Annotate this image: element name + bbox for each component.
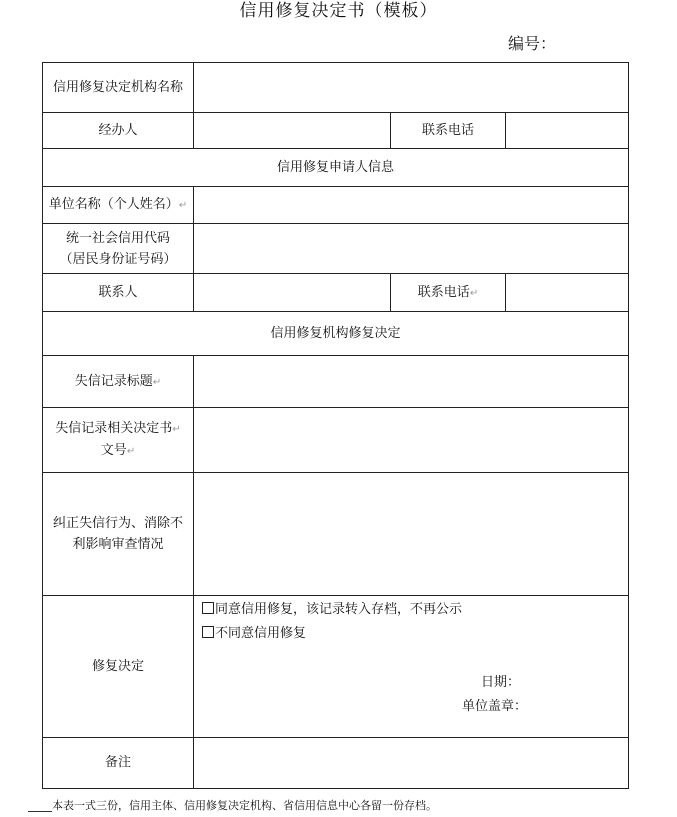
handler-label: 经办人: [43, 113, 194, 149]
record-title-label: 失信记录标题↵: [43, 356, 194, 408]
record-doc-row: [43, 408, 629, 472]
disagree-option[interactable]: 不同意信用修复: [202, 624, 306, 644]
agency-name-row: [43, 63, 629, 113]
agency-name-label: 信用修复决定机构名称: [43, 63, 194, 113]
handler-phone-field[interactable]: [506, 113, 629, 149]
unit-seal-label: 单位盖章：: [462, 698, 528, 714]
contact-phone-label: 联系电话↵: [391, 274, 506, 312]
agree-checkbox[interactable]: [202, 602, 214, 614]
handler-field[interactable]: [194, 113, 391, 149]
decision-section-row: [43, 312, 629, 356]
agency-name-field[interactable]: [194, 63, 629, 113]
paragraph-mark: ↵: [126, 445, 136, 457]
agree-option[interactable]: 同意信用修复，该记录转入存档，不再公示: [202, 600, 462, 620]
credit-code-row: [43, 224, 629, 274]
footnote: 本表一式三份，信用主体、信用修复决定机构、省信用信息中心各留一份存档。: [52, 799, 437, 812]
contact-row: [43, 274, 629, 312]
credit-code-field[interactable]: [194, 224, 629, 274]
paragraph-mark: ↵: [152, 376, 162, 388]
decision-section-header: 信用修复机构修复决定: [43, 312, 629, 356]
serial-number-label: 编号：: [508, 34, 557, 53]
record-doc-field[interactable]: [194, 408, 629, 472]
decision-date-label: 日期：: [481, 674, 521, 690]
repair-decision-label: 修复决定: [43, 595, 194, 737]
correction-review-label: 纠正失信行为、消除不 利影响审查情况: [43, 472, 194, 595]
credit-repair-form: [42, 62, 629, 789]
unit-name-field[interactable]: [194, 187, 629, 224]
unit-name-row: [43, 187, 629, 224]
correction-review-row: [43, 472, 629, 595]
contact-label: 联系人: [43, 274, 194, 312]
applicant-section-header: 信用修复申请人信息: [43, 149, 629, 187]
document-title: 信用修复决定书（模板）: [239, 1, 438, 21]
remark-field[interactable]: [194, 737, 629, 788]
record-title-field[interactable]: [194, 356, 629, 408]
repair-decision-row: [43, 595, 629, 737]
credit-code-label: 统一社会信用代码 （居民身份证号码）: [43, 224, 194, 274]
contact-phone-field[interactable]: [506, 274, 629, 312]
handler-row: [43, 113, 629, 149]
applicant-section-row: [43, 149, 629, 187]
correction-review-field[interactable]: [194, 472, 629, 595]
paragraph-mark: ↵: [469, 287, 479, 299]
unit-name-label: 单位名称（个人姓名）↵: [43, 187, 194, 224]
record-doc-label: 失信记录相关决定书↵ 文号↵: [43, 408, 194, 472]
handler-phone-label: 联系电话: [391, 113, 506, 149]
remark-row: [43, 737, 629, 788]
paragraph-mark: ↵: [178, 200, 188, 212]
record-title-row: [43, 356, 629, 408]
repair-decision-field: [194, 595, 629, 737]
footnote-rule: [28, 811, 52, 812]
paragraph-mark: ↵: [172, 423, 181, 435]
contact-field[interactable]: [194, 274, 391, 312]
disagree-checkbox[interactable]: [202, 626, 214, 638]
remark-label: 备注: [43, 737, 194, 788]
